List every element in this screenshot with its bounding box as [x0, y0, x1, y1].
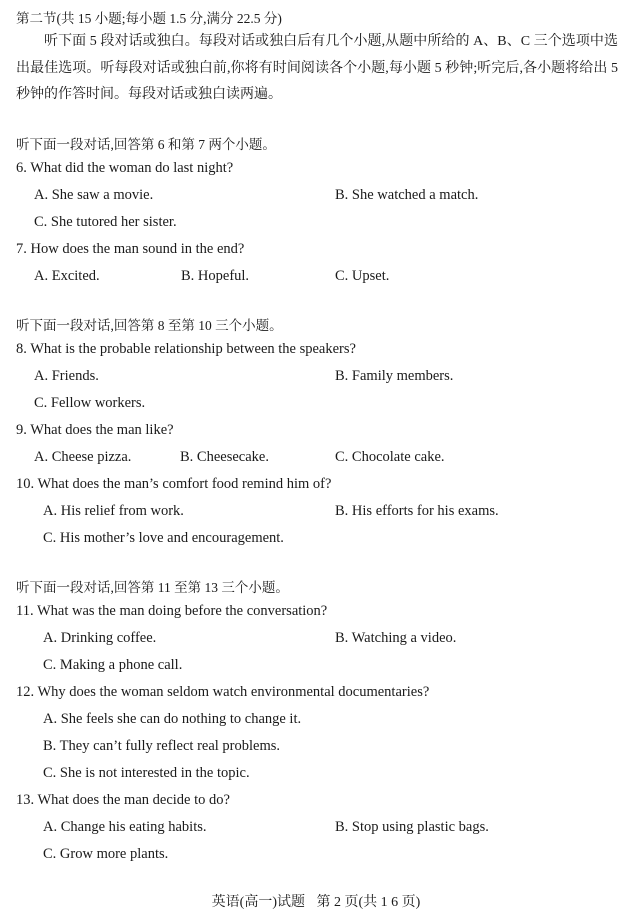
footer-page-number: 第 2 页(共 1 6 页): [316, 895, 421, 910]
question-stem: 6. What did the woman do last night?: [16, 159, 234, 176]
option-row: [16, 263, 618, 290]
group-intro: 听下面一段对话,回答第 8 至第 10 三个小题。: [16, 317, 283, 333]
question-stem: 10. What does the man’s comfort food remind him of?: [16, 475, 332, 492]
option-b: B. His efforts for his exams.: [335, 502, 499, 519]
option-row: [16, 760, 618, 787]
option-c: C. She tutored her sister.: [34, 213, 177, 230]
option-row: [16, 182, 618, 209]
question-stem: 9. What does the man like?: [16, 421, 174, 438]
question-7: [16, 236, 618, 290]
option-c: C. His mother’s love and encouragement.: [43, 529, 284, 546]
question-stem: 12. Why does the woman seldom watch environmental documentaries?: [16, 683, 430, 700]
option-row: [16, 706, 618, 733]
option-a: A. Drinking coffee.: [43, 629, 157, 646]
group-intro: 听下面一段对话,回答第 6 和第 7 两个小题。: [16, 136, 276, 152]
option-row: [16, 814, 618, 841]
option-a: A. She feels she can do nothing to change it.: [43, 710, 302, 727]
page-footer: [0, 893, 632, 913]
question-11: [16, 598, 618, 679]
question-8: [16, 336, 618, 417]
option-row: [16, 733, 618, 760]
option-a: A. Cheese pizza.: [34, 448, 132, 465]
option-a: A. Change his eating habits.: [43, 818, 207, 835]
option-a: A. Excited.: [34, 267, 100, 284]
option-b: B. Watching a video.: [335, 629, 457, 646]
option-a: A. His relief from work.: [43, 502, 184, 519]
option-row: [16, 444, 618, 471]
section-instructions: 听下面 5 段对话或独白。每段对话或独白后有几个小题,从题中所给的 A、B、C 三个选项中选出最佳选项。听每段对话或独白前,你将有时间阅读各个小题,每小题 5 秒钟;听完后,各小题将给出 5 秒钟的作答时间。每段对话或独白读两遍。: [16, 34, 618, 102]
option-row: [16, 390, 618, 417]
question-12: [16, 679, 618, 787]
option-b: B. Cheesecake.: [180, 448, 269, 465]
option-row: [16, 525, 618, 552]
option-c: C. Upset.: [335, 267, 390, 284]
question-9: [16, 417, 618, 471]
question-6: [16, 155, 618, 236]
option-row: [16, 625, 618, 652]
option-a: A. She saw a movie.: [34, 186, 154, 203]
option-b: B. She watched a match.: [335, 186, 479, 203]
question-stem: 8. What is the probable relationship between the speakers?: [16, 340, 356, 357]
option-row: [16, 363, 618, 390]
option-b: B. Stop using plastic bags.: [335, 818, 489, 835]
option-a: A. Friends.: [34, 367, 99, 384]
question-stem: 11. What was the man doing before the conversation?: [16, 602, 328, 619]
option-c: C. Fellow workers.: [34, 394, 146, 411]
question-stem: 7. How does the man sound in the end?: [16, 240, 245, 257]
question-group-3: [16, 578, 618, 868]
option-b: B. Hopeful.: [181, 267, 250, 284]
option-row: [16, 841, 618, 868]
question-10: [16, 471, 618, 552]
group-intro: 听下面一段对话,回答第 11 至第 13 三个小题。: [16, 579, 289, 595]
option-b: B. They can’t fully reflect real problems.: [43, 737, 281, 754]
question-group-1: [16, 135, 618, 290]
option-c: C. Making a phone call.: [43, 656, 183, 673]
option-c: C. Chocolate cake.: [335, 448, 445, 465]
section-title: 第二节(共 15 小题;每小题 1.5 分,满分 22.5 分): [16, 11, 282, 26]
option-row: [16, 498, 618, 525]
footer-subject: 英语(高一)试题: [211, 895, 305, 910]
option-b: B. Family members.: [335, 367, 454, 384]
option-row: [16, 209, 618, 236]
question-13: [16, 787, 618, 868]
question-stem: 13. What does the man decide to do?: [16, 791, 230, 808]
option-row: [16, 652, 618, 679]
question-group-2: [16, 316, 618, 552]
option-c: C. She is not interested in the topic.: [43, 764, 250, 781]
option-c: C. Grow more plants.: [43, 845, 169, 862]
